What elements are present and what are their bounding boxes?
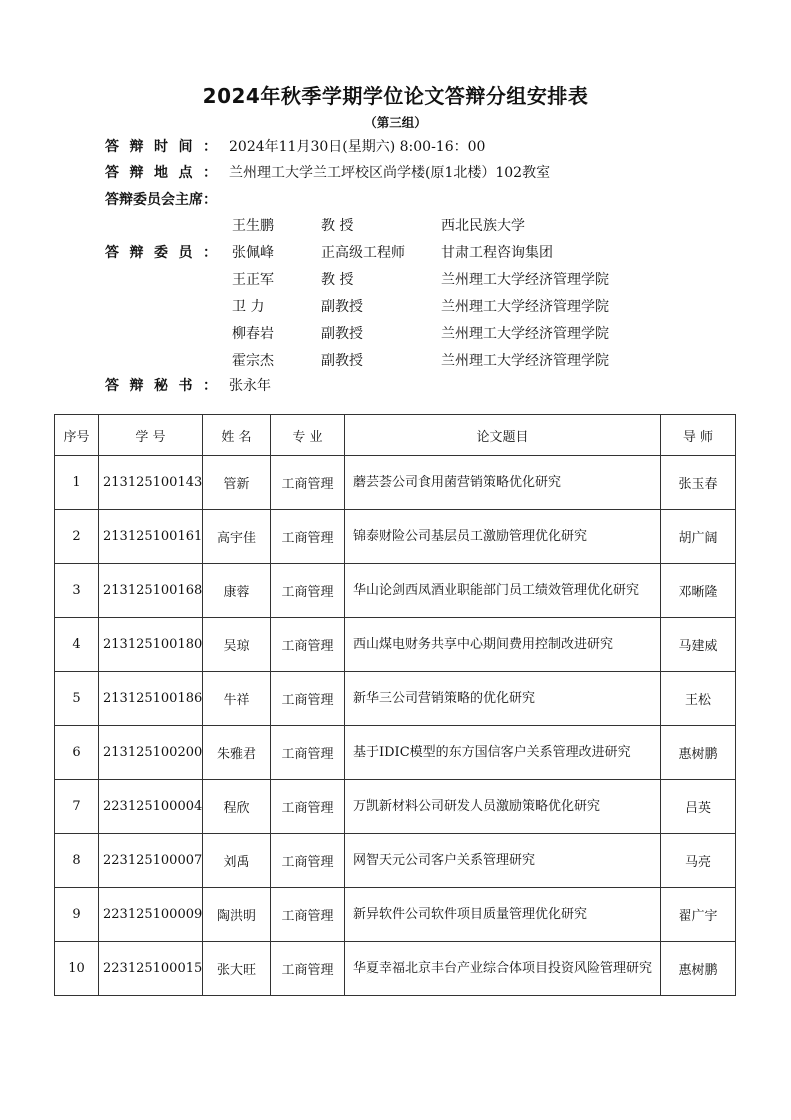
advisor: 邓晰隆: [661, 564, 736, 618]
student-id: 213125100143: [99, 456, 203, 510]
student-name: 陶洪明: [203, 888, 271, 942]
member-title: 副教授: [321, 353, 363, 369]
row-index: 10: [55, 942, 99, 996]
advisor: 吕英: [661, 780, 736, 834]
member-org: 甘肃工程咨询集团: [441, 245, 553, 261]
secretary-label: 答辩秘书：: [105, 378, 217, 394]
member-name: 张佩峰: [232, 245, 274, 261]
table-body: [55, 456, 736, 996]
member-title: 副教授: [321, 299, 363, 315]
student-name: 朱雅君: [203, 726, 271, 780]
row-index: 7: [55, 780, 99, 834]
advisor: 翟广宇: [661, 888, 736, 942]
secretary-row: [105, 375, 271, 397]
thesis-title: 新华三公司营销策略的优化研究: [345, 672, 661, 726]
member-title: 教 授: [321, 218, 354, 234]
student-id: 213125100180: [99, 618, 203, 672]
header-advisor: 导 师: [661, 415, 736, 456]
thesis-title: 蘑芸荟公司食用菌营销策略优化研究: [345, 456, 661, 510]
student-name: 牛祥: [203, 672, 271, 726]
student-name: 管新: [203, 456, 271, 510]
thesis-title: 西山煤电财务共享中心期间费用控制改进研究: [345, 618, 661, 672]
member-org: 兰州理工大学经济管理学院: [441, 272, 609, 288]
student-id: 223125100007: [99, 834, 203, 888]
table-row: [55, 564, 736, 618]
student-id: 223125100009: [99, 888, 203, 942]
header-name: 姓 名: [203, 415, 271, 456]
row-index: 5: [55, 672, 99, 726]
committee-chair-label: 答辩委员会主席：: [105, 192, 217, 208]
advisor: 马亮: [661, 834, 736, 888]
table-row: [55, 726, 736, 780]
major: 工商管理: [271, 780, 345, 834]
student-id: 213125100168: [99, 564, 203, 618]
table-row: [55, 510, 736, 564]
major: 工商管理: [271, 672, 345, 726]
table-row: [55, 672, 736, 726]
member-name: 王正军: [232, 272, 274, 288]
group-subtitle: （第三组）: [364, 115, 427, 130]
student-id: 223125100004: [99, 780, 203, 834]
thesis-title: 新异软件公司软件项目质量管理优化研究: [345, 888, 661, 942]
advisor: 惠树鹏: [661, 726, 736, 780]
major: 工商管理: [271, 942, 345, 996]
thesis-title: 华山论剑西凤酒业职能部门员工绩效管理优化研究: [345, 564, 661, 618]
table-row: [55, 780, 736, 834]
defense-schedule-table: [54, 414, 736, 996]
advisor: 张玉春: [661, 456, 736, 510]
member-org: 西北民族大学: [441, 218, 525, 234]
advisor: 马建威: [661, 618, 736, 672]
thesis-title: 基于IDIC模型的东方国信客户关系管理改进研究: [345, 726, 661, 780]
student-name: 康蓉: [203, 564, 271, 618]
row-index: 4: [55, 618, 99, 672]
major: 工商管理: [271, 618, 345, 672]
member-org: 兰州理工大学经济管理学院: [441, 299, 609, 315]
defense-time-label: 答辩时间：: [105, 139, 217, 155]
row-index: 8: [55, 834, 99, 888]
student-id: 213125100200: [99, 726, 203, 780]
table-row: [55, 618, 736, 672]
row-index: 9: [55, 888, 99, 942]
major: 工商管理: [271, 888, 345, 942]
header-student-id: 学 号: [99, 415, 203, 456]
major: 工商管理: [271, 510, 345, 564]
student-name: 刘禹: [203, 834, 271, 888]
student-id: 213125100186: [99, 672, 203, 726]
page-title: 2024年秋季学期学位论文答辩分组安排表: [202, 84, 589, 108]
member-name: 柳春岩: [232, 326, 274, 342]
advisor: 胡广阔: [661, 510, 736, 564]
advisor: 惠树鹏: [661, 942, 736, 996]
header-thesis-title: 论文题目: [345, 415, 661, 456]
student-id: 213125100161: [99, 510, 203, 564]
member-name: 卫 力: [232, 299, 265, 315]
header-major: 专 业: [271, 415, 345, 456]
member-name: 王生鹏: [232, 218, 274, 234]
member-title: 副教授: [321, 326, 363, 342]
major: 工商管理: [271, 726, 345, 780]
committee-chair-row: [105, 189, 229, 211]
advisor: 王松: [661, 672, 736, 726]
defense-place-value: 兰州理工大学兰工坪校区尚学楼(原1北楼）102教室: [229, 165, 551, 181]
member-title: 正高级工程师: [321, 245, 405, 261]
table-row: [55, 942, 736, 996]
row-index: 6: [55, 726, 99, 780]
student-name: 高宇佳: [203, 510, 271, 564]
defense-place-row: [105, 162, 550, 184]
major: 工商管理: [271, 456, 345, 510]
member-name: 霍宗杰: [232, 353, 274, 369]
thesis-title: 华夏幸福北京丰台产业综合体项目投资风险管理研究: [345, 942, 661, 996]
thesis-title: 万凯新材料公司研发人员激励策略优化研究: [345, 780, 661, 834]
thesis-title: 网智天元公司客户关系管理研究: [345, 834, 661, 888]
defense-time-row: [105, 136, 485, 158]
table-row: [55, 834, 736, 888]
row-index: 3: [55, 564, 99, 618]
committee-members-label: 答辩委员：: [105, 245, 217, 261]
student-name: 程欣: [203, 780, 271, 834]
committee-members-row: [105, 242, 229, 264]
table-header-row: [55, 415, 736, 456]
student-id: 223125100015: [99, 942, 203, 996]
student-name: 吴琼: [203, 618, 271, 672]
major: 工商管理: [271, 564, 345, 618]
member-org: 兰州理工大学经济管理学院: [441, 326, 609, 342]
defense-time-value: 2024年11月30日(星期六) 8:00-16：00: [229, 139, 486, 155]
member-org: 兰州理工大学经济管理学院: [441, 353, 609, 369]
row-index: 1: [55, 456, 99, 510]
row-index: 2: [55, 510, 99, 564]
student-name: 张大旺: [203, 942, 271, 996]
secretary-value: 张永年: [229, 378, 271, 394]
table-row: [55, 888, 736, 942]
major: 工商管理: [271, 834, 345, 888]
table-row: [55, 456, 736, 510]
defense-place-label: 答辩地点：: [105, 165, 217, 181]
member-title: 教 授: [321, 272, 354, 288]
thesis-title: 锦泰财险公司基层员工激励管理优化研究: [345, 510, 661, 564]
header-index: 序号: [55, 415, 99, 456]
